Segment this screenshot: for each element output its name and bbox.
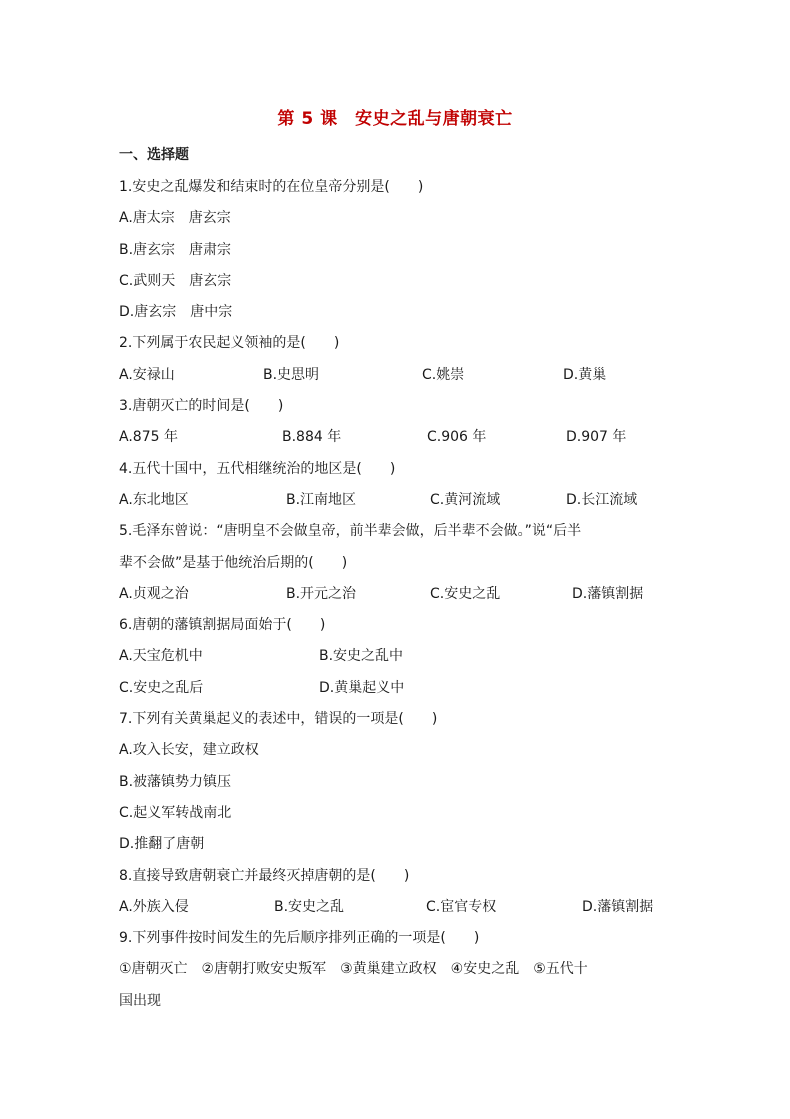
option-row [119,360,679,391]
option: B.开元之治 [286,585,357,602]
option-row [119,485,679,516]
option-row [119,892,679,923]
option: B.安史之乱中 [319,648,404,665]
page-title: 第 5 课 安史之乱与唐朝衰亡 [277,109,513,129]
option: C.黄河流域 [430,491,501,508]
option: B.史思明 [263,366,320,383]
option: D.长江流域 [566,491,638,508]
option: A.安禄山 [119,366,175,383]
question-stem: 3.唐朝灭亡的时间是( ) [119,398,284,415]
question-stem: 9.下列事件按时间发生的先后顺序排列正确的一项是( ) [119,930,480,947]
question-stem: 7.下列有关黄巢起义的表述中，错误的一项是( ) [119,711,438,728]
option: C.起义军转战南北 [119,804,232,821]
option-row [119,422,679,453]
event-list-line: ①唐朝灭亡 ②唐朝打败安史叛军 ③黄巢建立政权 ④安史之乱 ⑤五代十 [119,961,588,978]
option: D.藩镇割据 [582,898,654,915]
option: D.907 年 [566,429,627,446]
option: D.黄巢起义中 [319,679,405,696]
option: B.安史之乱 [274,898,345,915]
option: C.宦官专权 [426,898,497,915]
option: B.唐玄宗 唐肃宗 [119,241,232,258]
option: D.藩镇割据 [572,585,644,602]
question-list [119,172,679,1017]
option: C.武则天 唐玄宗 [119,272,232,289]
option: A.贞观之治 [119,585,189,602]
option-row [119,579,679,610]
option: A.攻入长安，建立政权 [119,742,259,759]
option: D.推翻了唐朝 [119,836,205,853]
option: C.安史之乱 [430,585,501,602]
option: A.875 年 [119,429,178,446]
option: A.外族入侵 [119,898,189,915]
question-stem-line: 5.毛泽东曾说：“唐明皇不会做皇帝，前半辈会做，后半辈不会做。”说“后半 [119,523,582,540]
option-row [119,673,679,704]
option: A.天宝危机中 [119,648,203,665]
option: C.姚崇 [422,366,465,383]
option: D.唐玄宗 唐中宗 [119,304,233,321]
option: A.唐太宗 唐玄宗 [119,210,231,227]
option-row [119,641,679,672]
question-stem: 4.五代十国中，五代相继统治的地区是( ) [119,460,396,477]
option: A.东北地区 [119,491,189,508]
question-stem: 6.唐朝的藩镇割据局面始于( ) [119,617,326,634]
option: C.906 年 [427,429,487,446]
section-heading: 一、选择题 [119,147,189,163]
option: C.安史之乱后 [119,679,204,696]
question-stem: 2.下列属于农民起义领袖的是( ) [119,335,340,352]
question-stem: 8.直接导致唐朝衰亡并最终灭掉唐朝的是( ) [119,867,410,884]
option: B.884 年 [282,429,342,446]
question-stem: 1.安史之乱爆发和结束时的在位皇帝分别是( ) [119,179,424,195]
question-stem-line: 辈不会做”是基于他统治后期的( ) [119,554,348,571]
option: B.江南地区 [286,491,357,508]
option: B.被藩镇势力镇压 [119,773,232,790]
option: D.黄巢 [563,366,607,383]
event-list-line: 国出现 [119,992,161,1009]
